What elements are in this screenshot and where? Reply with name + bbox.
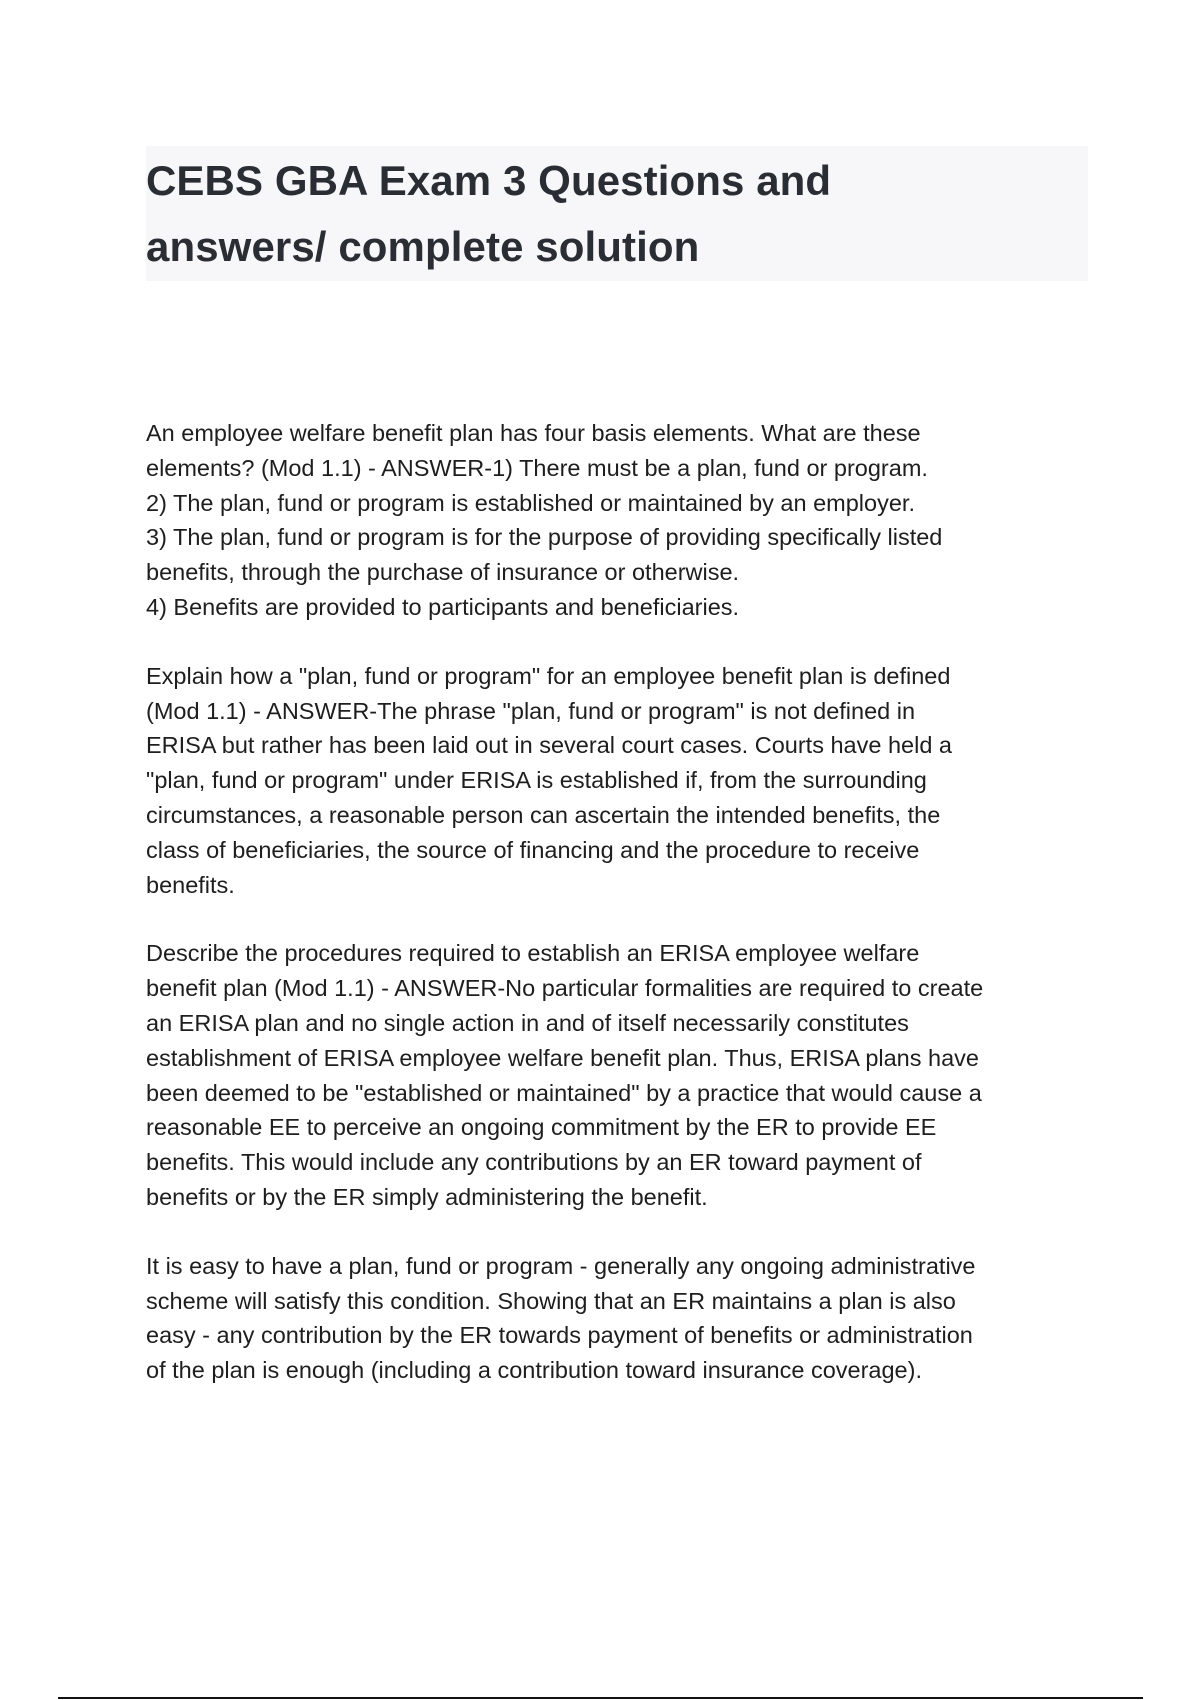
text-line: It is easy to have a plan, fund or program - generally any ongoing administrative [146,1252,976,1279]
text-line: "plan, fund or program" under ERISA is established if, from the surrounding [146,767,927,794]
text-line: elements? (Mod 1.1) - ANSWER-1) There must be a plan, fund or program. [146,454,928,481]
text-line: benefit plan (Mod 1.1) - ANSWER-No particular formalities are required to create [146,975,984,1002]
text-line: circumstances, a reasonable person can ascertain the intended benefits, the [146,801,941,828]
text-line: benefits, through the purchase of insurance or otherwise. [146,559,740,586]
page-bottom-rule [58,1697,1143,1699]
text-line: 3) The plan, fund or program is for the purpose of providing specifically listed [146,524,943,551]
text-line: been deemed to be "established or maintained" by a practice that would cause a [146,1079,982,1106]
text-line: an ERISA plan and no single action in and of itself necessarily constitutes [146,1009,909,1036]
text-line: scheme will satisfy this condition. Showing that an ER maintains a plan is also [146,1287,956,1314]
text-line: (Mod 1.1) - ANSWER-The phrase "plan, fund or program" is not defined in [146,697,916,724]
qa-paragraph-4 [146,1249,1096,1388]
text-line: reasonable EE to perceive an ongoing commitment by the ER to provide EE [146,1114,937,1141]
qa-paragraph-2 [146,659,1096,903]
text-line: An employee welfare benefit plan has four basis elements. What are these [146,420,921,446]
text-line: easy - any contribution by the ER towards payment of benefits or administration [146,1322,973,1349]
text-line: 2) The plan, fund or program is established or maintained by an employer. [146,489,915,516]
qa-paragraph-3 [146,936,1096,1214]
text-line: benefits or by the ER simply administering the benefit. [146,1183,708,1210]
text-line: benefits. This would include any contributions by an ER toward payment of [146,1149,922,1176]
title-block [146,146,1088,281]
title-line: answers/ complete solution [146,223,700,270]
title-line: CEBS GBA Exam 3 Questions and [146,157,832,204]
document-title [146,146,1088,280]
text-line: benefits. [146,871,235,898]
text-line: of the plan is enough (including a contribution toward insurance coverage). [146,1357,922,1384]
document-body [146,416,1096,1422]
qa-paragraph-1 [146,416,1096,625]
text-line: ERISA but rather has been laid out in several court cases. Courts have held a [146,732,952,759]
text-line: class of beneficiaries, the source of financing and the procedure to receive [146,836,920,863]
text-line: establishment of ERISA employee welfare benefit plan. Thus, ERISA plans have [146,1044,979,1071]
text-line: 4) Benefits are provided to participants and beneficiaries. [146,593,740,620]
text-line: Explain how a "plan, fund or program" for an employee benefit plan is defined [146,662,951,689]
text-line: Describe the procedures required to establish an ERISA employee welfare [146,940,920,967]
